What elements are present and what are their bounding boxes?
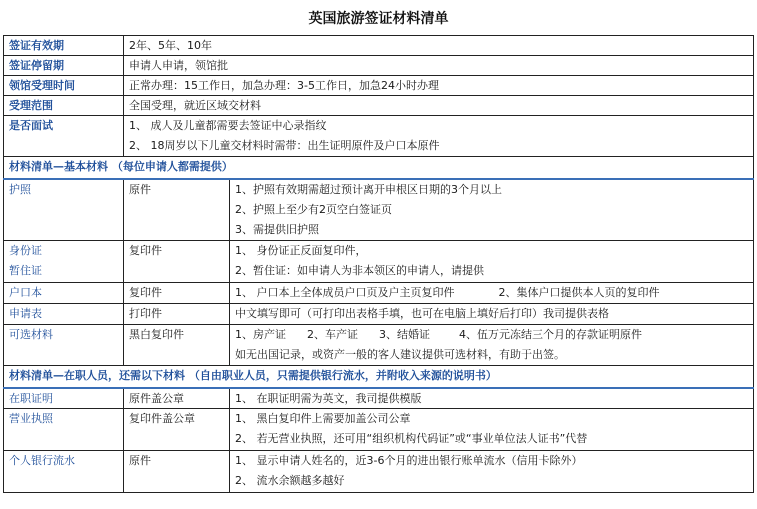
row-label: 在职证明 <box>4 388 124 409</box>
row-details <box>230 451 754 493</box>
row-value: 申请人申请，领馆批 <box>124 56 754 76</box>
optional-item: 1、房产证 <box>235 328 286 341</box>
row-details: 中文填写即可（可打印出表格手填，也可在电脑上填好后打印）我司提供表格 <box>230 304 754 325</box>
row-label: 营业执照 <box>4 409 124 451</box>
doc-type: 原件盖公章 <box>124 388 230 409</box>
doc-type: 打印件 <box>124 304 230 325</box>
optional-item: 3、结婚证 <box>379 328 430 341</box>
row-label: 签证有效期 <box>4 36 124 56</box>
row-value <box>124 116 754 157</box>
detail-line: 如无出国记录，或资产一般的客人建议提供可选材料，有助于出签。 <box>235 348 565 361</box>
row-details <box>230 325 754 366</box>
row-value: 全国受理，就近区域交材料 <box>124 96 754 116</box>
row-details <box>230 283 754 304</box>
row-details <box>230 241 754 283</box>
row-label: 受理范围 <box>4 96 124 116</box>
doc-type: 复印件 <box>124 241 230 283</box>
detail-line-extra: 2、集体户口提供本人页的复印件 <box>498 286 660 299</box>
detail-line: 2、 若无营业执照，还可用“组织机构代码证”或“事业单位法人证书”代替 <box>235 432 588 445</box>
detail-line: 2、 流水余额越多越好 <box>235 474 345 487</box>
detail-line: 3、需提供旧护照 <box>235 222 319 236</box>
detail-line: 1、 显示申请人姓名的，近3-6个月的进出银行账单流水（信用卡除外） <box>235 454 583 467</box>
detail-line: 2、暂住证：如申请人为非本领区的申请人，请提供 <box>235 264 484 277</box>
overview-row <box>4 96 754 116</box>
section-heading-basic: 材料清单—基本材料 （每位申请人都需提供） <box>4 157 754 179</box>
page-title: 英国旅游签证材料清单 <box>308 11 449 27</box>
detail-line: 2、护照上至少有2页空白签证页 <box>235 202 392 216</box>
doc-type: 原件 <box>124 179 230 241</box>
doc-type: 黑白复印件 <box>124 325 230 366</box>
row-label: 签证停留期 <box>4 56 124 76</box>
overview-row <box>4 56 754 76</box>
overview-row <box>4 36 754 56</box>
label-line: 暂住证 <box>9 264 42 277</box>
detail-line <box>235 325 748 345</box>
row-label: 申请表 <box>4 304 124 325</box>
row-label: 护照 <box>4 179 124 241</box>
row-details <box>230 179 754 241</box>
row-label: 个人银行流水 <box>4 451 124 493</box>
row-label <box>4 241 124 283</box>
label-line: 身份证 <box>9 244 42 257</box>
optional-item: 2、车产证 <box>307 328 358 341</box>
doc-type: 复印件盖公章 <box>124 409 230 451</box>
doc-type: 原件 <box>124 451 230 493</box>
row-value: 正常办理：15工作日，加急办理：3-5工作日，加急24小时办理 <box>124 76 754 96</box>
overview-row <box>4 76 754 96</box>
row-label: 户口本 <box>4 283 124 304</box>
row-label: 是否面试 <box>4 116 124 157</box>
detail-line: 1、 户口本上全体成员户口页及户主页复印件 <box>235 286 455 299</box>
row-details: 1、 在职证明需为英文，我司提供模版 <box>230 388 754 409</box>
row-label: 可选材料 <box>4 325 124 366</box>
value-line: 1、 成人及儿童都需要去签证中心录指纹 <box>129 119 327 132</box>
overview-row <box>4 116 754 157</box>
materials-table <box>3 35 754 493</box>
detail-line: 1、 黑白复印件上需要加盖公司公章 <box>235 412 411 425</box>
doc-type: 复印件 <box>124 283 230 304</box>
optional-item: 4、伍万元冻结三个月的存款证明原件 <box>459 328 642 341</box>
row-value: 2年、5年、10年 <box>124 36 754 56</box>
row-details <box>230 409 754 451</box>
detail-line: 1、护照有效期需超过预计离开申根区日期的3个月以上 <box>235 182 502 196</box>
row-label: 领馆受理时间 <box>4 76 124 96</box>
section-heading-employed: 材料清单—在职人员，还需以下材料 （自由职业人员，只需提供银行流水，并附收入来源的说明书） <box>4 366 754 388</box>
value-line: 2、 18周岁以下儿童交材料时需带：出生证明原件及户口本原件 <box>129 139 440 152</box>
detail-line: 1、 身份证正反面复印件， <box>235 244 367 257</box>
